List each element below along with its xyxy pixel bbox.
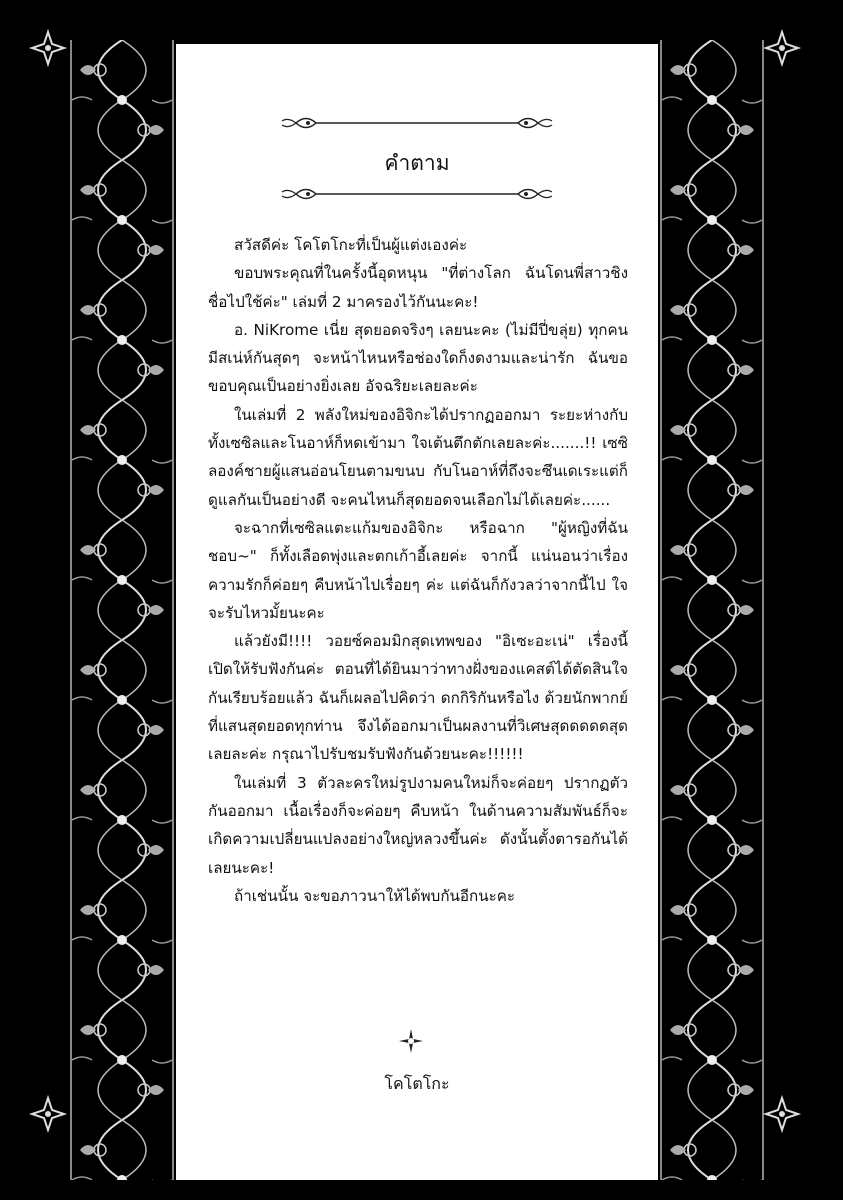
paragraph: สวัสดีค่ะ โคโตโกะที่เป็นผู้แต่งเองค่ะ xyxy=(234,236,468,254)
star-ornament-icon xyxy=(398,1028,424,1054)
page xyxy=(176,44,658,1180)
ornamental-divider-bottom-icon xyxy=(176,183,658,205)
corner-ornament-icon xyxy=(28,28,68,68)
paragraph: ถ้าเช่นนั้น จะขอภาวนาให้ได้พบกันอีกนะคะ xyxy=(234,886,516,905)
corner-ornament-icon xyxy=(28,1094,68,1134)
paragraph: จะฉากที่เซซิลแตะแก้มของอิจิกะ หรือฉาก "ผู้หญิงที่ฉันชอบ~" ก็ทั้งเลือดพุ่งและตกเก้าอี้เลยค่ะ จากนี้ แน่นอนว่าเรื่องความรักก็ค่อยๆ คืบหน้าไปเรื่อยๆ ค่ะ แต่ฉันก็กังวลว่าจากนี้ไป ใจจะรับไหวมั้ยนะคะ xyxy=(208,518,628,622)
paragraph: ในเล่มที่ 3 ตัวละครใหม่รูปงามคนใหม่ก็จะค่อยๆ ปรากฏตัวกันออกมา เนื้อเรื่องก็จะค่อยๆ คืบหน้า ในด้านความสัมพันธ์ก็จะเกิดความเปลี่ยนแปลงอย่างใหญ่หลวงขึ้นค่ะ ดังนั้นตั้งตารอกันได้เลยนะคะ! xyxy=(208,773,628,877)
paragraph: ขอบพระคุณที่ในครั้งนี้อุดหนุน "ที่ต่างโลก ฉันโดนพี่สาวชิงชื่อไปใช้ค่ะ" เล่มที่ 2 มาครองไว้กันนะคะ! xyxy=(208,264,628,311)
paragraph: แล้วยังมี!!!! วอยซ์คอมมิกสุดเทพของ "อิเซะอะเน่" เรื่องนี้ เปิดให้รับฟังกันค่ะ ตอนที่ได้ยินมาว่าทางฝั่งของแคสต์ได้ตัดสินใจกันเรียบร้อยแล้ว ฉันก็เผลอไปคิดว่า ดกกิริกันหรือไง ด้วยนักพากย์ที่แสนสุดยอดทุกท่าน จึงได้ออกมาเป็นผลงานที่วิเศษสุดดดดดสุดเลยละค่ะ กรุณาไปรับชมรับฟังกันด้วยนะคะ!!!!!! xyxy=(208,632,628,764)
paragraph: อ. NiKrome เนี่ย สุดยอดจริงๆ เลยนะคะ (ไม่มีปี่ขลุ่ย) ทุกคนมีสเน่ห์กันสุดๆ จะหน้าไหนหรือช่องใดก็งดงามและน่ารัก ฉันขอขอบคุณเป็นอย่างยิ่งเลย อัจฉริยะเลยละค่ะ xyxy=(208,320,628,396)
ornamental-divider-top-icon xyxy=(176,112,658,134)
left-floral-border xyxy=(70,40,174,1180)
right-floral-border xyxy=(660,40,764,1180)
page-title: คำตาม xyxy=(384,151,450,175)
author-signature: โคโตโกะ xyxy=(384,1074,450,1093)
afterword-body xyxy=(208,231,628,910)
corner-ornament-icon xyxy=(762,1094,802,1134)
paragraph: ในเล่มที่ 2 พลังใหม่ของอิจิกะได้ปรากฏออกมา ระยะห่างกับทั้งเซซิลและโนอาห์ก็หดเข้ามา ใจเต้นตึกตักเลยละค่ะ.......!! เซซิลองค์ชายผู้แสนอ่อนโยนตามขนบ กับโนอาห์ที่ถึงจะซึนเดเระแต่ก็ดูแลกันเป็นอย่างดี จะคนไหนก็สุดยอดจนเลือกไม่ได้เลยค่ะ...... xyxy=(208,405,628,509)
corner-ornament-icon xyxy=(762,28,802,68)
